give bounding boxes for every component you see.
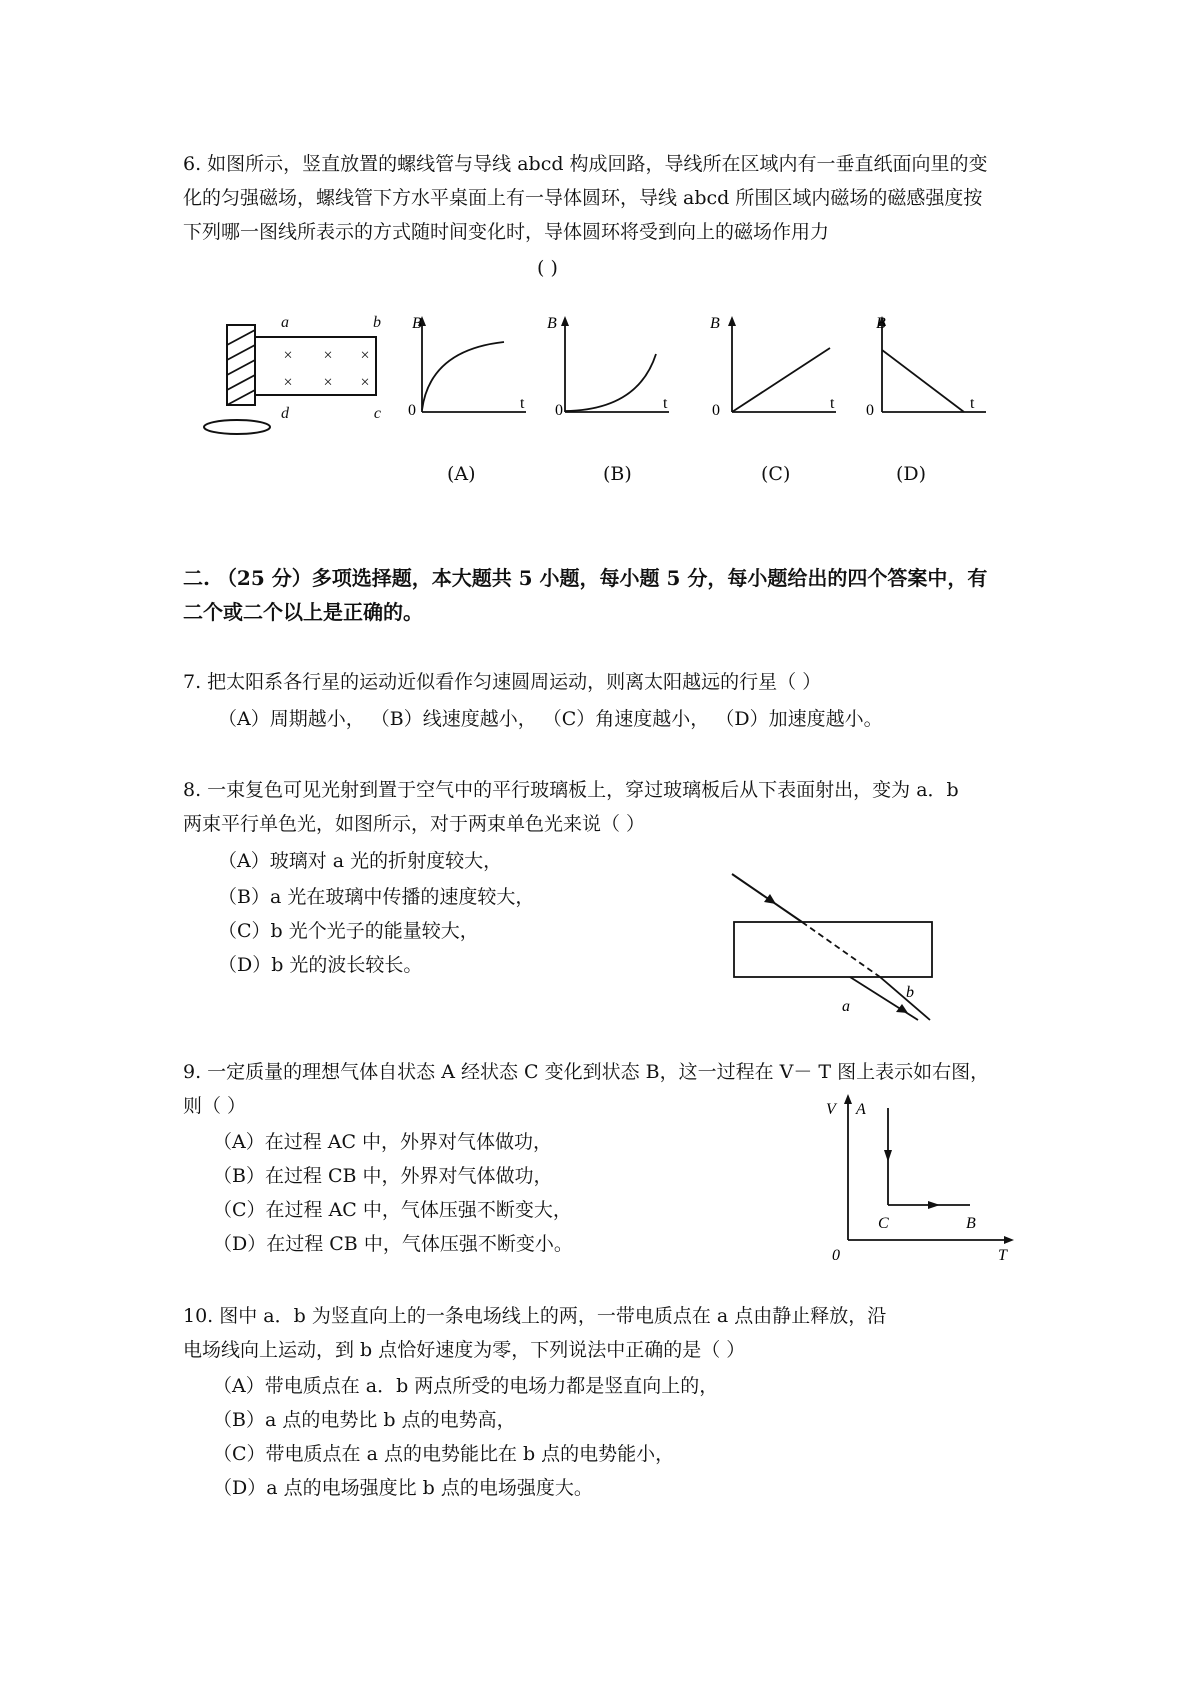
q6-graph-d: [860, 312, 990, 422]
y-axis-label: B: [710, 315, 720, 332]
graph-line: [732, 348, 830, 412]
q6-graph-d-label: (D): [896, 463, 927, 485]
q10-stem-line-1: 10. 图中 a．b 为竖直向上的一条电场线上的两，一带电质点在 a 点由静止释放，沿: [183, 1305, 887, 1327]
field-cross: ×: [323, 374, 333, 391]
q9-option-d: （D）在过程 CB 中，气体压强不断变小。: [213, 1233, 573, 1255]
q10-stem-line-2: 电场线向上运动，到 b 点恰好速度为零，下列说法中正确的是（ ）: [183, 1339, 746, 1361]
x-axis-label: t: [830, 395, 835, 412]
label-a: a: [281, 314, 289, 331]
y-axis-label: B: [547, 315, 557, 332]
label-b: b: [906, 984, 914, 1001]
q6-stem-line-3: 下列哪一图线所表示的方式随时间变化时，导体圆环将受到向上的磁场作用力: [183, 221, 830, 243]
q6-graph-b: [543, 312, 673, 422]
state-a-label: A: [856, 1101, 866, 1118]
q10-option-d: （D）a 点的电场强度比 b 点的电场强度大。: [213, 1477, 593, 1499]
label-b: b: [373, 314, 381, 331]
q6-graph-c: [710, 312, 840, 422]
q9-option-b: （B）在过程 CB 中，外界对气体做功，: [213, 1165, 553, 1187]
v-axis-label: V: [826, 1101, 836, 1118]
q9-vt-diagram: [820, 1090, 1020, 1260]
q6-stem-line-2: 化的匀强磁场，螺线管下方水平桌面上有一导体圆环，导线 abcd 所围区域内磁场的磁感强度按: [183, 187, 983, 209]
q6-answer-bracket: ( ): [537, 257, 558, 279]
q8-stem-line-1: 8. 一束复色可见光射到置于空气中的平行玻璃板上，穿过玻璃板后从下表面射出，变为 a．b: [183, 779, 959, 801]
t-axis-label: T: [998, 1247, 1007, 1260]
y-axis-label: B: [412, 315, 422, 332]
q10-option-c: （C）带电质点在 a 点的电势能比在 b 点的电势能小，: [213, 1443, 675, 1465]
ray-b: [880, 977, 930, 1020]
field-cross: ×: [360, 374, 370, 391]
q9-stem-line-2: 则（ ）: [183, 1095, 247, 1117]
field-cross: ×: [283, 347, 293, 364]
x-axis-label: t: [520, 395, 525, 412]
wire-loop-abcd: [255, 337, 376, 395]
q6-circuit-figure: [195, 310, 385, 440]
q8-option-a: （A）玻璃对 a 光的折射度较大，: [218, 850, 503, 872]
graph-line: [882, 350, 964, 412]
origin-label: 0: [555, 402, 563, 419]
q9-option-c: （C）在过程 AC 中，气体压强不断变大，: [213, 1199, 572, 1221]
field-cross: ×: [283, 374, 293, 391]
solenoid-windings: [227, 330, 255, 405]
q7-stem: 7. 把太阳系各行星的运动近似看作匀速圆周运动，则离太阳越远的行星（ ）: [183, 671, 822, 693]
q8-glass-plate-figure: [720, 870, 940, 1030]
origin-label: 0: [866, 402, 874, 419]
graph-curve: [422, 342, 504, 410]
graph-curve: [565, 354, 656, 411]
state-c-label: C: [878, 1215, 889, 1232]
q6-graph-a-label: (A): [447, 463, 476, 485]
origin-label: 0: [408, 402, 416, 419]
magnetic-field-crosses: [283, 347, 369, 391]
label-c: c: [373, 405, 381, 422]
state-b-label: B: [966, 1215, 976, 1232]
conductor-ring: [204, 420, 270, 434]
q9-stem-line-1: 9. 一定质量的理想气体自状态 A 经状态 C 变化到状态 B，这一过程在 V－ T 图上表示如右图，: [183, 1061, 990, 1083]
q9-option-a: （A）在过程 AC 中，外界对气体做功，: [213, 1131, 553, 1153]
label-d: d: [281, 405, 289, 422]
q10-option-a: （A）带电质点在 a．b 两点所受的电场力都是竖直向上的，: [213, 1375, 719, 1397]
refracted-ray: [802, 922, 880, 977]
q6-stem-line-1: 6. 如图所示，竖直放置的螺线管与导线 abcd 构成回路，导线所在区域内有一垂直纸面向里的变: [183, 153, 988, 175]
q6-graph-b-label: (B): [603, 463, 632, 485]
q6-graph-a: [400, 312, 530, 422]
section-2-heading-line-2: 二个或二个以上是正确的。: [183, 600, 423, 624]
section-2-heading-line-1: 二. （25 分）多项选择题，本大题共 5 小题，每小题 5 分，每小题给出的四个答案中，有: [183, 566, 988, 590]
q8-option-d: （D）b 光的波长较长。: [218, 954, 423, 976]
q8-option-c: （C）b 光个光子的能量较大，: [218, 920, 479, 942]
label-a: a: [842, 998, 850, 1015]
x-axis-label: t: [970, 395, 975, 412]
q8-stem-line-2: 两束平行单色光，如图所示，对于两束单色光来说（ ）: [183, 813, 646, 835]
y-axis-label: B: [876, 315, 886, 332]
q7-options: （A）周期越小， （B）线速度越小， （C）角速度越小， （D）加速度越小。: [218, 708, 883, 730]
field-cross: ×: [323, 347, 333, 364]
origin-label: 0: [832, 1247, 840, 1260]
field-cross: ×: [360, 347, 370, 364]
x-axis-label: t: [663, 395, 668, 412]
q6-graph-c-label: (C): [761, 463, 791, 485]
q10-option-b: （B）a 点的电势比 b 点的电势高，: [213, 1409, 516, 1431]
q8-option-b: （B）a 光在玻璃中传播的速度较大，: [218, 886, 535, 908]
origin-label: 0: [712, 402, 720, 419]
glass-plate: [734, 922, 932, 977]
